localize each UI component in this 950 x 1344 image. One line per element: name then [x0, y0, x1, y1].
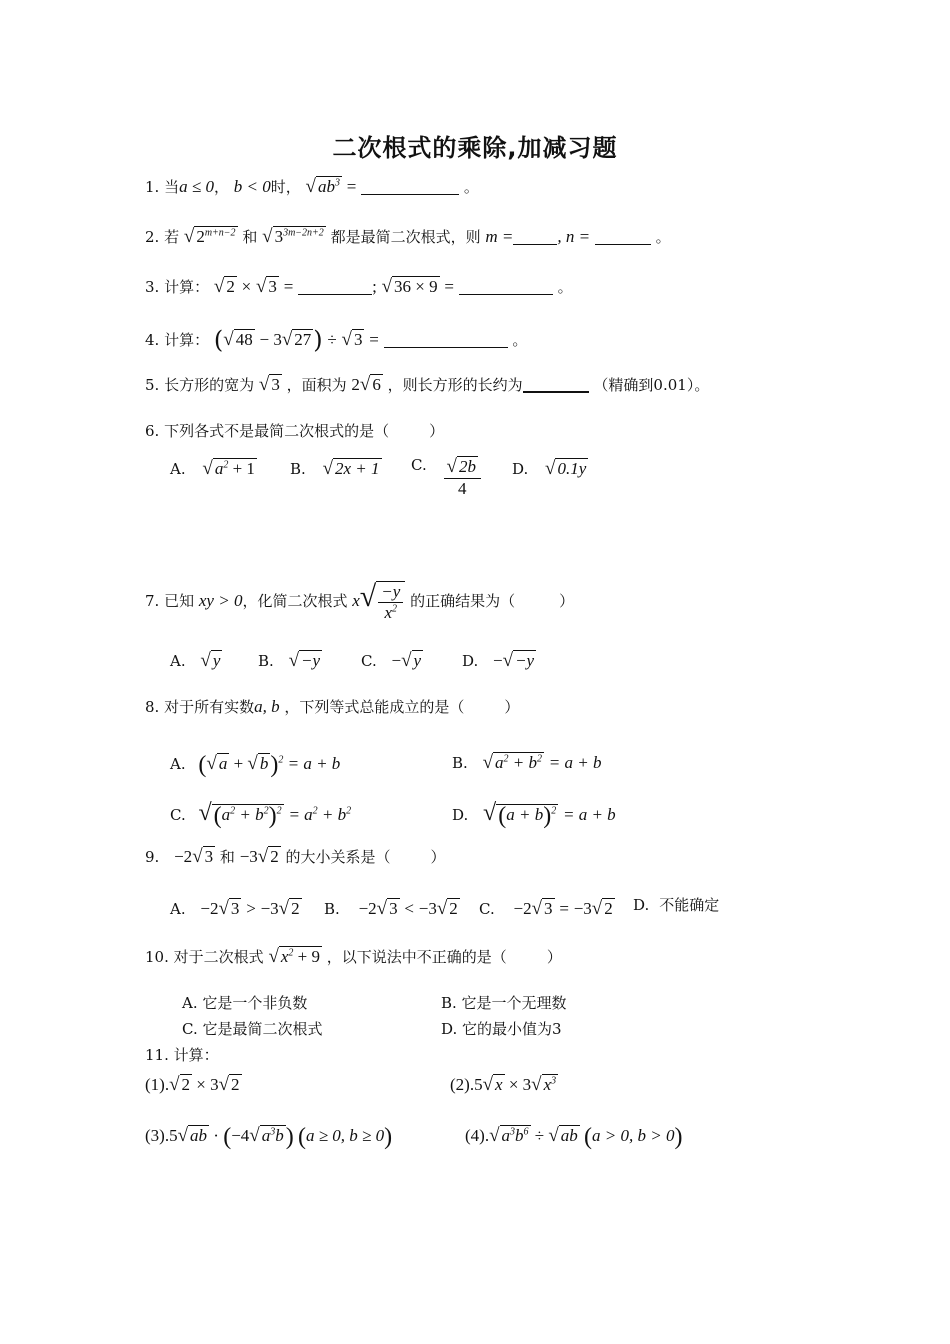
- question-9: 9. −2√ 3 和 −3√ 2 的大小关系是（ ）: [145, 846, 446, 867]
- q8-option-c[interactable]: C. $√(a^2 + b^2)^2 = a^2 + b^2$: [170, 800, 352, 829]
- answer-blank[interactable]: [298, 278, 372, 295]
- question-4: 4. 计算： (√ 48 − 3√ 27) ÷ √ 3 = 。: [145, 326, 528, 354]
- q6-option-a[interactable]: A. √ $a^2 + 1$: [170, 458, 255, 479]
- q8-option-a[interactable]: A. (√ a + √ b)$^2$ = a + b: [170, 752, 341, 778]
- q6-option-d[interactable]: D. √ 0.1y: [512, 458, 587, 479]
- radical: √ $ab^3$: [305, 176, 340, 197]
- q11-part-3: (3).5√ ab · (−4√ $a^3b$) (a ≥ 0, b ≥ 0): [145, 1124, 393, 1150]
- answer-blank[interactable]: [459, 278, 553, 295]
- q7-option-d[interactable]: D. −√ −y: [462, 650, 535, 671]
- question-8: 8. 对于所有实数a, b ，下列等式总能成立的是（ ）: [145, 697, 520, 716]
- question-5: 5. 长方形的宽为 √ 3 ，面积为 2√ 6 ，则长方形的长约为 （精确到0.01）。: [145, 374, 710, 395]
- q7-option-b[interactable]: B. √ −y: [258, 650, 321, 671]
- q7-option-a[interactable]: A. √ y: [170, 650, 221, 671]
- q11-part-2: (2).5√ x × 3√ $x^3$: [450, 1074, 557, 1095]
- q7-option-c[interactable]: C. −√ y: [361, 650, 422, 671]
- page-title: 二次根式的乘除,加减习题: [332, 134, 618, 162]
- q10-option-d[interactable]: D. 它的最小值为3: [441, 1020, 562, 1038]
- question-2: 2. 若 √ $2^{m+n-2}$ 和 √ $3^{3m-2n+2}$ 都是最简二次根式，则 m = , n = 。: [145, 226, 671, 247]
- q-number: 1.: [145, 178, 160, 196]
- answer-blank[interactable]: [523, 375, 589, 393]
- q6-option-c[interactable]: C. $\frac{√ 2b}{4}$: [411, 456, 481, 499]
- question-1: 1. 当a ≤ 0， b < 0时， √ $ab^3$ = 。: [145, 176, 479, 197]
- question-3: 3. 计算： √ 2 × √ 3 = ; √ 36 × 9 = 。: [145, 276, 573, 297]
- q9-option-a[interactable]: A. −2√ 3 > −3√ 2: [170, 898, 300, 919]
- q9-option-d[interactable]: D. 不能确定: [633, 896, 720, 914]
- answer-blank[interactable]: [513, 228, 557, 245]
- q10-option-b[interactable]: B. 它是一个无理数: [441, 994, 567, 1012]
- q6-option-b[interactable]: B. √ 2x + 1: [290, 458, 380, 479]
- question-7: 7. 已知 xy > 0，化简二次根式 x√ $\frac{-y}{x^2}$ 的正确结果为（ ）: [145, 580, 575, 623]
- question-6: 6. 下列各式不是最简二次根式的是（ ）: [145, 422, 445, 440]
- question-11: 11. 计算：: [145, 1046, 219, 1064]
- q8-option-d[interactable]: D. $√(a + b)^2 = a + b$: [452, 800, 616, 829]
- question-10: 10. 对于二次根式 √ $x^2 + 9$ ，以下说法中不正确的是（ ）: [145, 946, 562, 967]
- q8-option-b[interactable]: B. √ $a^2 + b^2 = a + b$: [452, 752, 602, 773]
- answer-blank[interactable]: [361, 178, 459, 195]
- q9-option-c[interactable]: C. −2√ 3 = −3√ 2: [479, 898, 613, 919]
- q11-part-1: (1).√ 2 × 3√ 2: [145, 1074, 240, 1095]
- q10-option-c[interactable]: C. 它是最简二次根式: [182, 1020, 323, 1038]
- q9-option-b[interactable]: B. −2√ 3 < −3√ 2: [324, 898, 458, 919]
- q11-part-4: (4).√ $a^3b^6$ ÷ √ ab (a > 0, b > 0): [465, 1124, 683, 1150]
- q10-option-a[interactable]: A. 它是一个非负数: [182, 994, 308, 1012]
- answer-blank[interactable]: [595, 228, 651, 245]
- answer-blank[interactable]: [384, 331, 508, 348]
